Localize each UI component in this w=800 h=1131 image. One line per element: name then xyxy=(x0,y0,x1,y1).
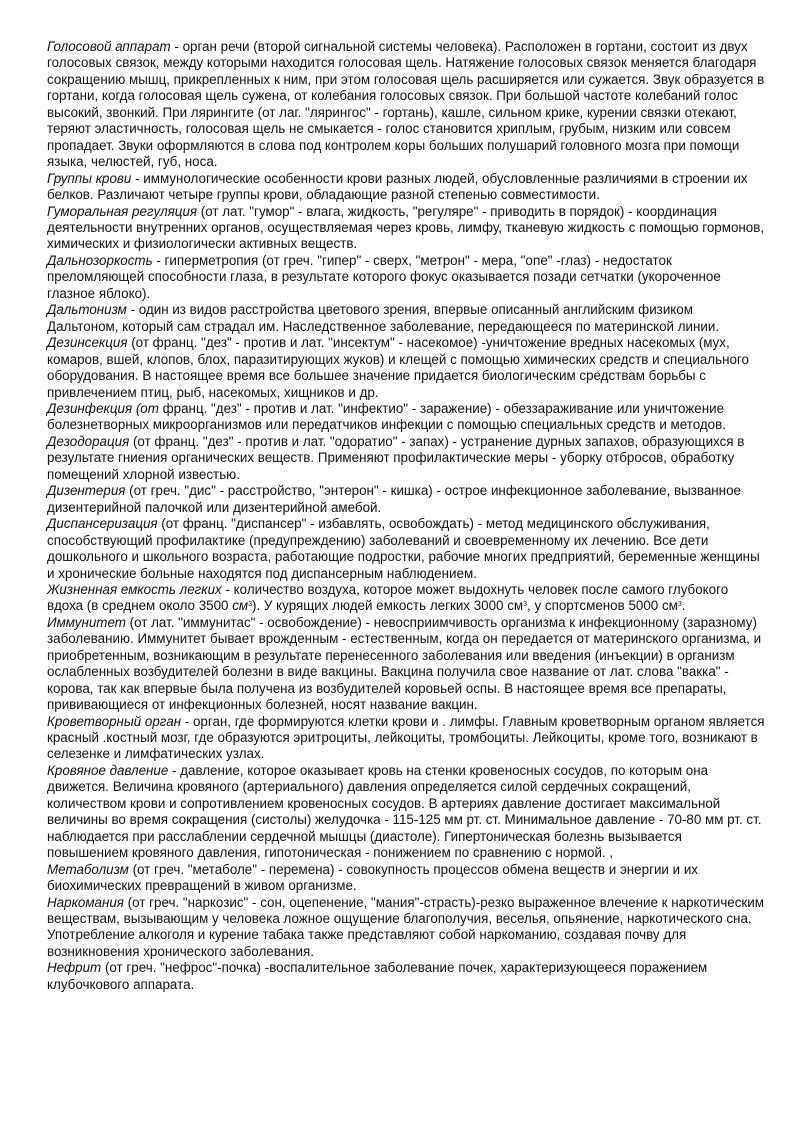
entry-term: Иммунитет xyxy=(47,614,126,630)
glossary-entry-dysentery xyxy=(47,483,765,516)
entry-definition: (от лат. "гумор" - влага, жидкость, "регуляре" - приводить в порядок) - координация деятельности внутренних органов, осуществляемая через кровь, лимфу, тканевую жидкость с помощью гормонов, химических и физиологически активных веществ. xyxy=(47,203,765,252)
entry-definition-end: . xyxy=(681,598,686,614)
entry-definition: франц. "дез" - против и лат. "инфектио" - заражение) - обеззараживание или уничтожение болезнетворных микроорганизмов или передатчиков инфекции с помощью специальных средств и методов. xyxy=(47,400,726,433)
superscript: 3 xyxy=(248,601,253,609)
glossary-entry-voice-apparatus xyxy=(47,39,765,171)
entry-definition-continued: ). У курящих людей емкость легких 3000 см xyxy=(252,598,524,614)
entry-term: Наркомания xyxy=(47,894,124,910)
entry-definition: - количество воздуха, которое может выдохнуть человек после самого глубокого вдоха (в среднем около 3500 xyxy=(47,581,729,614)
entry-term: Метаболизм xyxy=(47,861,129,877)
entry-definition: - один из видов расстройства цветового зрения, впервые описанный английским физиком Дальтоном, который сам страдал им. Наследственное заболевание, передающееся по материнской линии. xyxy=(47,302,720,334)
entry-term: Дальнозоркость xyxy=(47,252,153,268)
entry-definition: - гиперметропия (от греч. "гипер" - сверх, "метрон" - мера, "one" -глаз) - недостаток преломляющей способности глаза, в результате которого фокус оказывается позади сетчатки (укороченное глазное яблоко). xyxy=(47,252,721,301)
entry-term: Кроветворный орган xyxy=(47,713,182,729)
unit-text: см xyxy=(232,598,249,614)
entry-term: Нефрит xyxy=(47,960,102,976)
glossary-entry-humoral-regulation xyxy=(47,204,765,253)
entry-definition: (от лат. "иммунитас" - освобождение) - невосприимчивость организма к инфекционному (заразному) заболеванию. Иммунитет бывает врожденным - естественным, когда он передается от материнского организма, и приобретенным, возникающим в результате перенесенного заболевания или введения (инъекции) в организм ослабленных возбудителей болезни в виде вакцины. Вакцина получила свое название от лат. слова "вакка" - корова, так как впервые была получена из возбудителей коровьей оспы. В настоящее время все препараты, прививающиеся от инфекционных болезней, носят название вакцин. xyxy=(47,614,762,713)
glossary-entry-hematopoietic-organ xyxy=(47,714,765,763)
glossary-entry-medical-examination xyxy=(47,516,765,582)
entry-definition: - орган, где формируются клетки крови и . лимфы. Главным кроветворным органом является красный .костный мозг, где образуются эритроциты, лейкоциты, тромбоциты. Лейкоциты, кроме того, возникают в селезенке и лимфатических узлах. xyxy=(47,713,765,762)
entry-term: Дезодорация xyxy=(47,433,130,449)
entry-definition: (от греч. "нефрос"-почка) -воспалительное заболевание почек, характеризующееся поражением клубочкового аппарата. xyxy=(47,960,708,992)
entry-term: Гуморальная регуляция xyxy=(47,203,198,219)
glossary-entry-blood-groups xyxy=(47,171,765,204)
entry-definition: (от греч. "наркозис" - сон, оцепенение, "мания"-страсть)-резко выраженное влечение к наркотическим веществам, вызывающим у человека ложное ощущение благополучия, веселья, опьянение, наркотического сна. Употребление алкоголя и курение табака также представляют собой наркоманию, создавая почву для возникновения хронического заболевания. xyxy=(47,894,764,959)
entry-definition: (от франц. "дез" - против и лат. "инсектум" - насекомое) -уничтожение вредных насекомых (мух, комаров, вшей, клопов, блох, паразитирующих жуков) и клещей с помощью химических средств и специального оборудования. В настоящее время все большее значение придается биологическим средствам борьбы с привлечением птиц, рыб, насекомых, хищников и др. xyxy=(47,335,749,400)
glossary-entry-deodorization xyxy=(47,434,765,483)
entry-term: Дезинфекция (от xyxy=(47,400,159,416)
entry-term: Группы крови xyxy=(47,170,132,186)
glossary-entry-vital-capacity xyxy=(47,582,765,615)
glossary-entry-disinsection xyxy=(47,335,765,401)
document-page xyxy=(47,39,765,993)
glossary-entry-daltonism xyxy=(47,302,765,335)
entry-term: Дезинсекция xyxy=(47,335,128,351)
glossary-entry-disinfection xyxy=(47,401,765,434)
entry-definition: - давление, которое оказывает кровь на стенки кровеносных сосудов, по которым она движется. Величина кровяного (артериального) давления определяется силой сердечных сокращений, количеством крови и сопротивлением кровеносных сосудов. В артериях давление достигает максимальной величины во время сокращения (систолы) желудочка - 115-125 мм рт. ст. Минимальное давление - 70-80 мм рт. ст. наблюдается при расслаблении сердечной мышцы (диастоле). Гипертоническая болезнь вызывается повышением кровяного давления, гипотоническая - понижением по сравнению с нормой. , xyxy=(47,762,762,861)
entry-term: Голосовой аппарат xyxy=(47,39,171,54)
entry-definition-continued: , у спортсменов 5000 см xyxy=(527,598,678,614)
entry-term: Диспансеризация xyxy=(47,516,158,532)
superscript: 3 xyxy=(677,601,682,609)
entry-term: Жизненная емкость легких xyxy=(47,581,222,597)
glossary-entry-blood-pressure xyxy=(47,763,765,862)
entry-definition: - орган речи (второй сигнальной системы человека). Расположен в гортани, состоит из двух голосовых связок, между которыми находится голосовая щель. Натяжение голосовых связок меняется благодаря сокращению мышц, прикрепленных к ним, при этом голосовая щель расширяется или сужается. Звук образуется в гортани, когда голосовая щель сужена, от колебания голосовых связок. При большой частоте колебаний голос высокий, звонкий. При лярингите (от лаг. "лярингос" - гортань), кашле, сильном крике, курении связки отекают, теряют эластичность, голосовая щель не смыкается - голос становится хриплым, грубым, низким или совсем пропадает. Звуки оформляются в слова под контролем коры больших полушарий головного мозга при помощи языка, челюстей, губ, носа. xyxy=(47,39,765,170)
entry-definition: (от франц. "диспансер" - избавлять, освобождать) - метод медицинского обслуживания, способствующий профилактике (предупреждению) заболеваний и своевременному их лечению. Все дети дошкольного и школьного возраста, работающие подростки, рабочие многих предприятий, беременные женщины и хронические больные находятся под диспансерным наблюдением. xyxy=(47,516,760,581)
entry-definition: - иммунологические особенности крови разных людей, обусловленные различиями в строении их белков. Различают четыре группы крови, обладающие разной степенью совместимости. xyxy=(47,170,748,203)
glossary-entry-drug-addiction xyxy=(47,895,765,961)
entry-term: Кровяное давление xyxy=(47,762,169,778)
entry-term: Дальтонизм xyxy=(47,302,127,318)
glossary-entry-nephritis xyxy=(47,960,765,993)
entry-term: Дизентерия xyxy=(47,483,126,499)
glossary-entry-farsightedness xyxy=(47,253,765,302)
entry-definition: (от франц. "дез" - против и лат. "одоратио" - запах) - устранение дурных запахов, образующихся в результате гниения органических веществ. Применяют профилактические меры - уборку отбросов, обработку помещений хлорной известью. xyxy=(47,433,745,482)
entry-definition: (от греч. "метаболе" - перемена) - совокупность процессов обмена веществ и энергии и их биохимических превращений в живом организме. xyxy=(47,861,699,894)
entry-definition: (от греч. "дис" - расстройство, "энтерон" - кишка) - острое инфекционное заболевание, вызванное дизентерийной палочкой или дизентерийной амебой. xyxy=(47,483,741,515)
glossary-entry-metabolism xyxy=(47,862,765,895)
superscript: 3 xyxy=(523,601,528,609)
glossary-entry-immunity xyxy=(47,615,765,714)
